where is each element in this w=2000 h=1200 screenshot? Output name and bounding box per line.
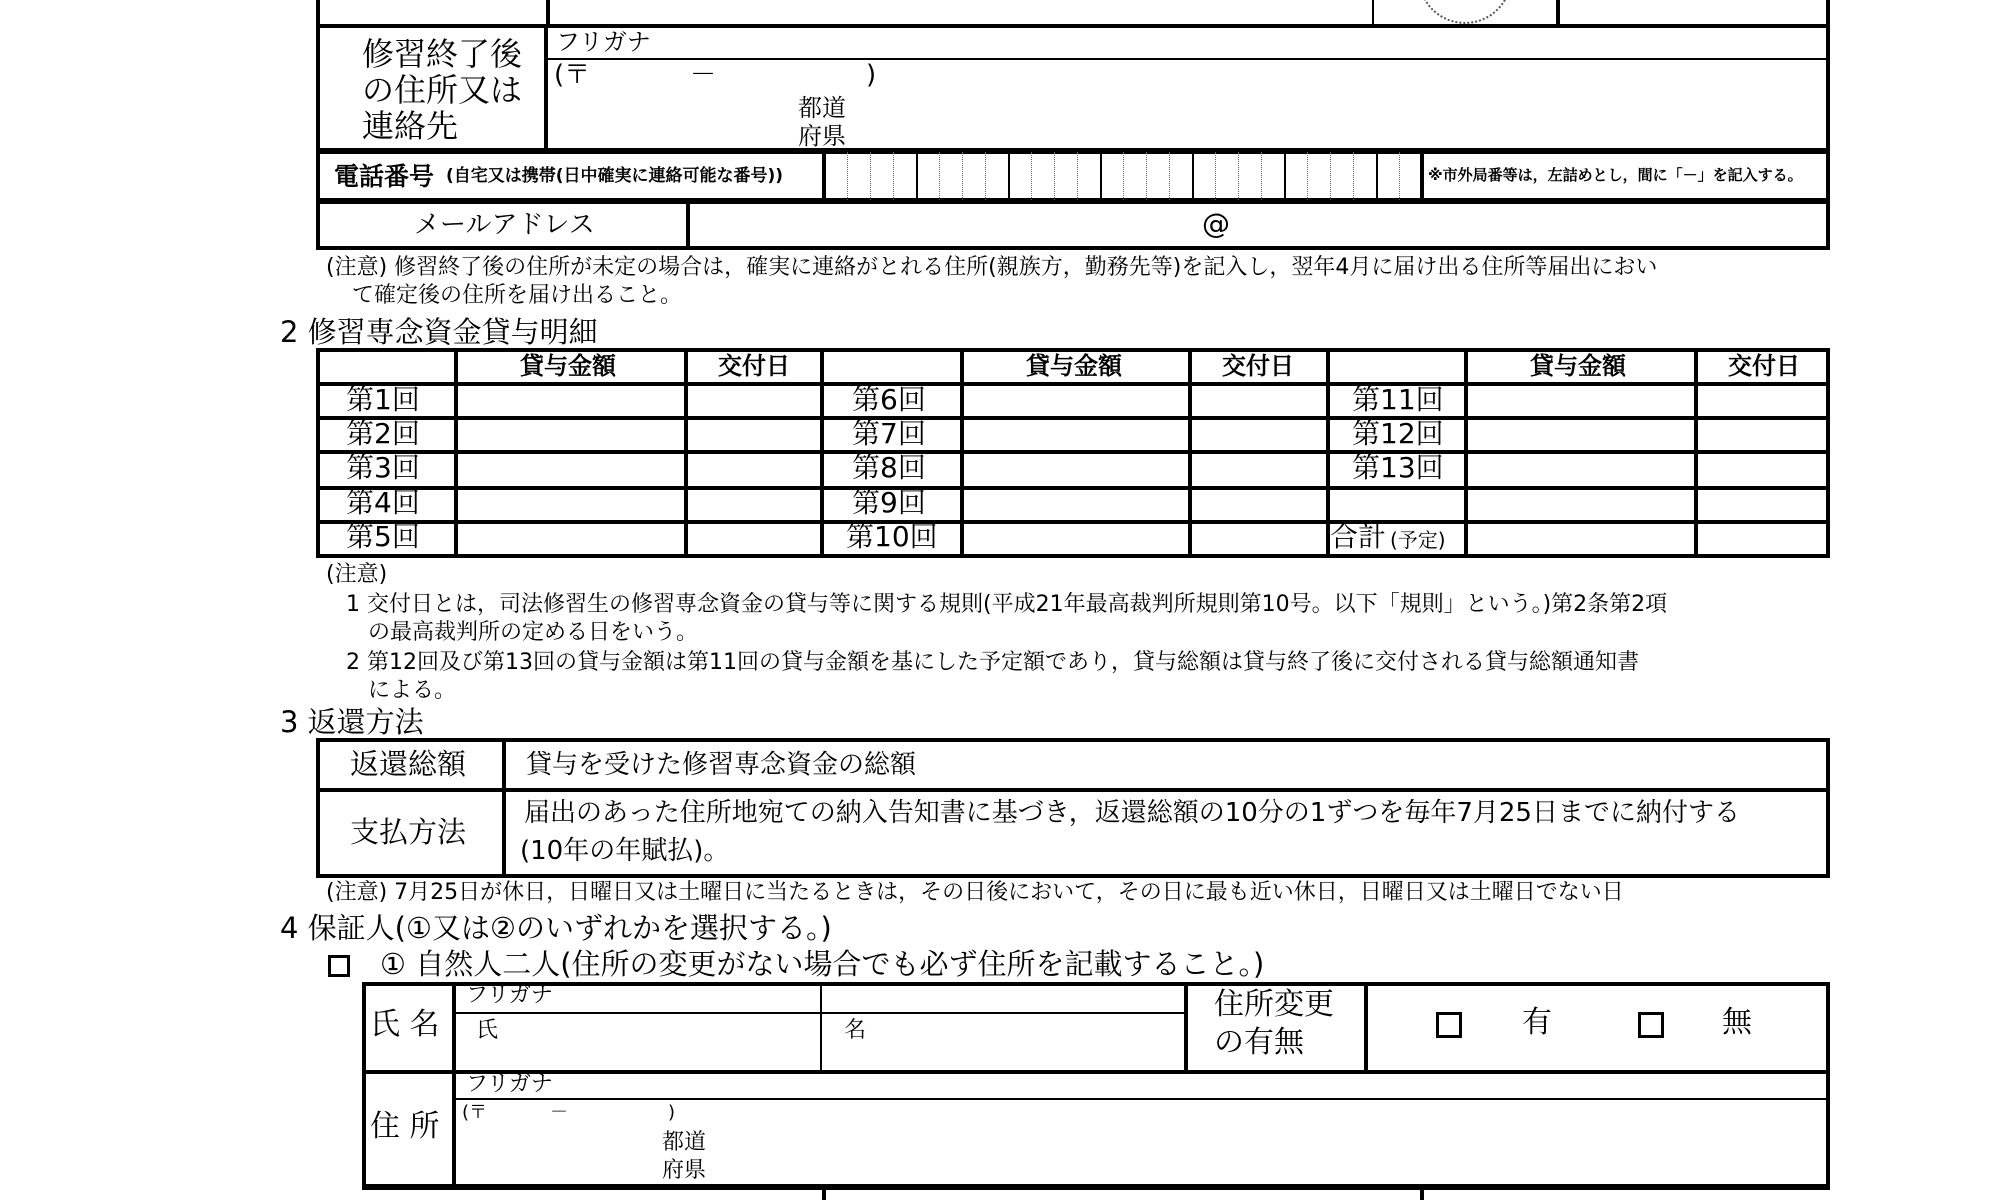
phone-note: ※市外局番等は，左詰めとし，間に「－」を記入する。 (1428, 166, 1803, 184)
loan-table-row-line (318, 450, 1828, 454)
guarantor-surname-label: 氏 (476, 1018, 499, 1043)
guarantor-prefecture-label: 都道 (662, 1130, 707, 1155)
loan-table-row-line (318, 486, 1828, 490)
loan-table-col-line (1188, 350, 1192, 556)
guarantor-name-divider (1364, 984, 1368, 1072)
repayment-total-value: 貸与を受けた修習専念資金の総額 (526, 750, 917, 780)
postal-close: ) (866, 60, 877, 90)
loan-table-col-line (684, 350, 688, 556)
email-input[interactable] (690, 202, 1824, 248)
top-border-right (1826, 0, 1830, 26)
guarantor-postal-open: (〒 (462, 1102, 488, 1123)
phone-note-divider (1420, 152, 1424, 200)
postal-dash: － (690, 60, 717, 90)
date-cell[interactable] (1698, 386, 1826, 414)
postal-open: (〒 (554, 60, 591, 90)
guarantor-given-label: 名 (844, 1018, 867, 1043)
col-header-amount: 貸与金額 (520, 352, 616, 380)
address-input[interactable] (860, 94, 1820, 148)
top-border-divider (1556, 0, 1560, 26)
section2-note: の最高裁判所の定める日をいう。 (368, 620, 699, 645)
email-at: @ (1202, 207, 1230, 240)
top-border-left (316, 0, 320, 26)
guarantor-furigana-line (454, 1012, 1184, 1014)
address-change-label: の有無 (1214, 1025, 1304, 1060)
phone-digit-grid[interactable] (824, 152, 1420, 200)
change-yes-checkbox[interactable] (1436, 1012, 1462, 1038)
guarantor-postal-close: ) (668, 1102, 676, 1123)
amount-cell[interactable] (1468, 386, 1692, 414)
section3-note: (注意) 7月25日が休日，日曜日又は土曜日に当たるときは，その日後において，その日に最も近い休日，日曜日又は土曜日でない日 (326, 880, 1624, 905)
guarantor-address-input[interactable] (720, 1128, 1820, 1184)
round-label: 第2回 (346, 417, 420, 450)
guarantor-name-label: 氏 名 (370, 1007, 440, 1042)
round-label: 第11回 (1352, 383, 1444, 416)
section2-note: 1 交付日とは，司法修習生の修習専念資金の貸与等に関する規則(平成21年最高裁判所規則第10号。以下「規則」という。)第2条第2項 (346, 592, 1668, 617)
section2-title: 2 修習専念資金貸与明細 (280, 315, 598, 349)
repayment-row-line (318, 788, 1828, 792)
contact-note: て確定後の住所を届け出ること。 (352, 283, 683, 308)
change-no-label: 無 (1722, 1005, 1752, 1040)
guarantor-furigana-label: フリガナ (466, 983, 553, 1008)
total-sublabel: (予定) (1390, 528, 1446, 552)
furigana-input[interactable] (700, 28, 1820, 56)
contact-label: 連絡先 (362, 107, 459, 145)
payment-method-text: 届出のあった住所地宛ての納入告知書に基づき，返還総額の10分の1ずつを毎年7月25日までに納付する (524, 798, 1740, 828)
amount-cell[interactable] (964, 386, 1186, 414)
loan-table-row-line (318, 416, 1828, 420)
round-label: 第6回 (852, 383, 926, 416)
address-change-label: 住所変更 (1214, 987, 1334, 1022)
round-label: 第10回 (846, 520, 938, 553)
col-header-amount: 貸与金額 (1530, 352, 1626, 380)
round-label: 第7回 (852, 417, 926, 450)
loan-table-col-line (960, 350, 964, 556)
change-no-checkbox[interactable] (1638, 1012, 1664, 1038)
guarantor-name-split (820, 984, 822, 1072)
prefecture-label: 府県 (798, 122, 846, 150)
furigana-label: フリガナ (556, 28, 651, 56)
option1-label: ① 自然人二人(住所の変更がない場合でも必ず住所を記載すること。) (380, 947, 1265, 981)
col-header-amount: 貸与金額 (1026, 352, 1122, 380)
date-cell[interactable] (688, 386, 818, 414)
bottom-row-divider (1420, 1188, 1424, 1200)
col-header-date: 交付日 (1222, 352, 1294, 380)
round-label: 第12回 (1352, 417, 1444, 450)
repayment-col-line (502, 740, 506, 876)
top-border-divider (1372, 0, 1374, 26)
amount-cell[interactable] (458, 386, 682, 414)
loan-table-row-line (318, 520, 1828, 524)
guarantor-name-divider (452, 984, 456, 1072)
section2-note: 2 第12回及び第13回の貸与金額は第11回の貸与金額を基にした予定額であり，貸与総額は貸与終了後に交付される貸与総額通知書 (346, 650, 1639, 675)
bottom-row-divider (822, 1188, 826, 1200)
repayment-total-label: 返還総額 (350, 747, 467, 781)
phone-label: 電話番号 (334, 162, 435, 191)
guarantor-name-divider (1184, 984, 1188, 1072)
section4-title: 4 保証人(①又は②のいずれかを選択する。) (280, 911, 832, 945)
round-label: 第8回 (852, 451, 926, 484)
section3-title: 3 返還方法 (280, 705, 424, 739)
loan-table-col-line (1694, 350, 1698, 556)
col-header-date: 交付日 (718, 352, 790, 380)
contact-label: 修習終了後 (362, 35, 523, 73)
seal-circle-remnant (1418, 0, 1512, 24)
change-yes-label: 有 (1522, 1005, 1552, 1040)
loan-table-col-line (1464, 350, 1468, 556)
total-label: 合計 (1330, 520, 1387, 553)
prefecture-label: 都道 (798, 94, 846, 122)
contact-note: (注意) 修習終了後の住所が未定の場合は，確実に連絡がとれる住所(親族方，勤務先等)を記入し，翌年4月に届け出る住所等届出におい (326, 255, 1658, 280)
guarantor-address-divider (452, 1072, 456, 1186)
loan-table-col-line (454, 350, 458, 556)
email-label: メールアドレス (414, 210, 595, 240)
date-cell[interactable] (1192, 386, 1324, 414)
section2-note: による。 (368, 678, 457, 703)
round-label: 第4回 (346, 486, 420, 519)
contact-label-divider (544, 24, 548, 152)
col-header-date: 交付日 (1728, 352, 1800, 380)
round-label: 第9回 (852, 486, 926, 519)
round-label: 第13回 (1352, 451, 1444, 484)
round-label: 第3回 (346, 451, 420, 484)
round-label: 第1回 (346, 383, 420, 416)
guarantor-postal-input[interactable] (490, 1100, 666, 1124)
guarantor-given-input[interactable] (866, 1016, 1180, 1070)
section2-notes-head: (注意) (326, 562, 388, 587)
phone-sublabel: (自宅又は携帯(日中確実に連絡可能な番号)) (446, 166, 784, 186)
guarantor-prefecture-label: 府県 (662, 1158, 707, 1183)
guarantor-address-furigana: フリガナ (466, 1072, 553, 1097)
contact-label: の住所又は (362, 71, 523, 109)
loan-table-col-line (820, 350, 824, 556)
option1-checkbox[interactable] (328, 955, 350, 977)
postal-code-input[interactable] (590, 60, 870, 90)
bottom-row-top-line (362, 1186, 1830, 1190)
payment-method-label: 支払方法 (350, 815, 467, 849)
round-label: 第5回 (346, 520, 420, 553)
payment-method-text: (10年の年賦払)。 (520, 836, 730, 866)
guarantor-surname-input[interactable] (500, 1016, 816, 1070)
guarantor-postal-dash: － (550, 1102, 568, 1123)
top-border-divider (546, 0, 550, 26)
guarantor-address-label: 住 所 (370, 1109, 440, 1144)
